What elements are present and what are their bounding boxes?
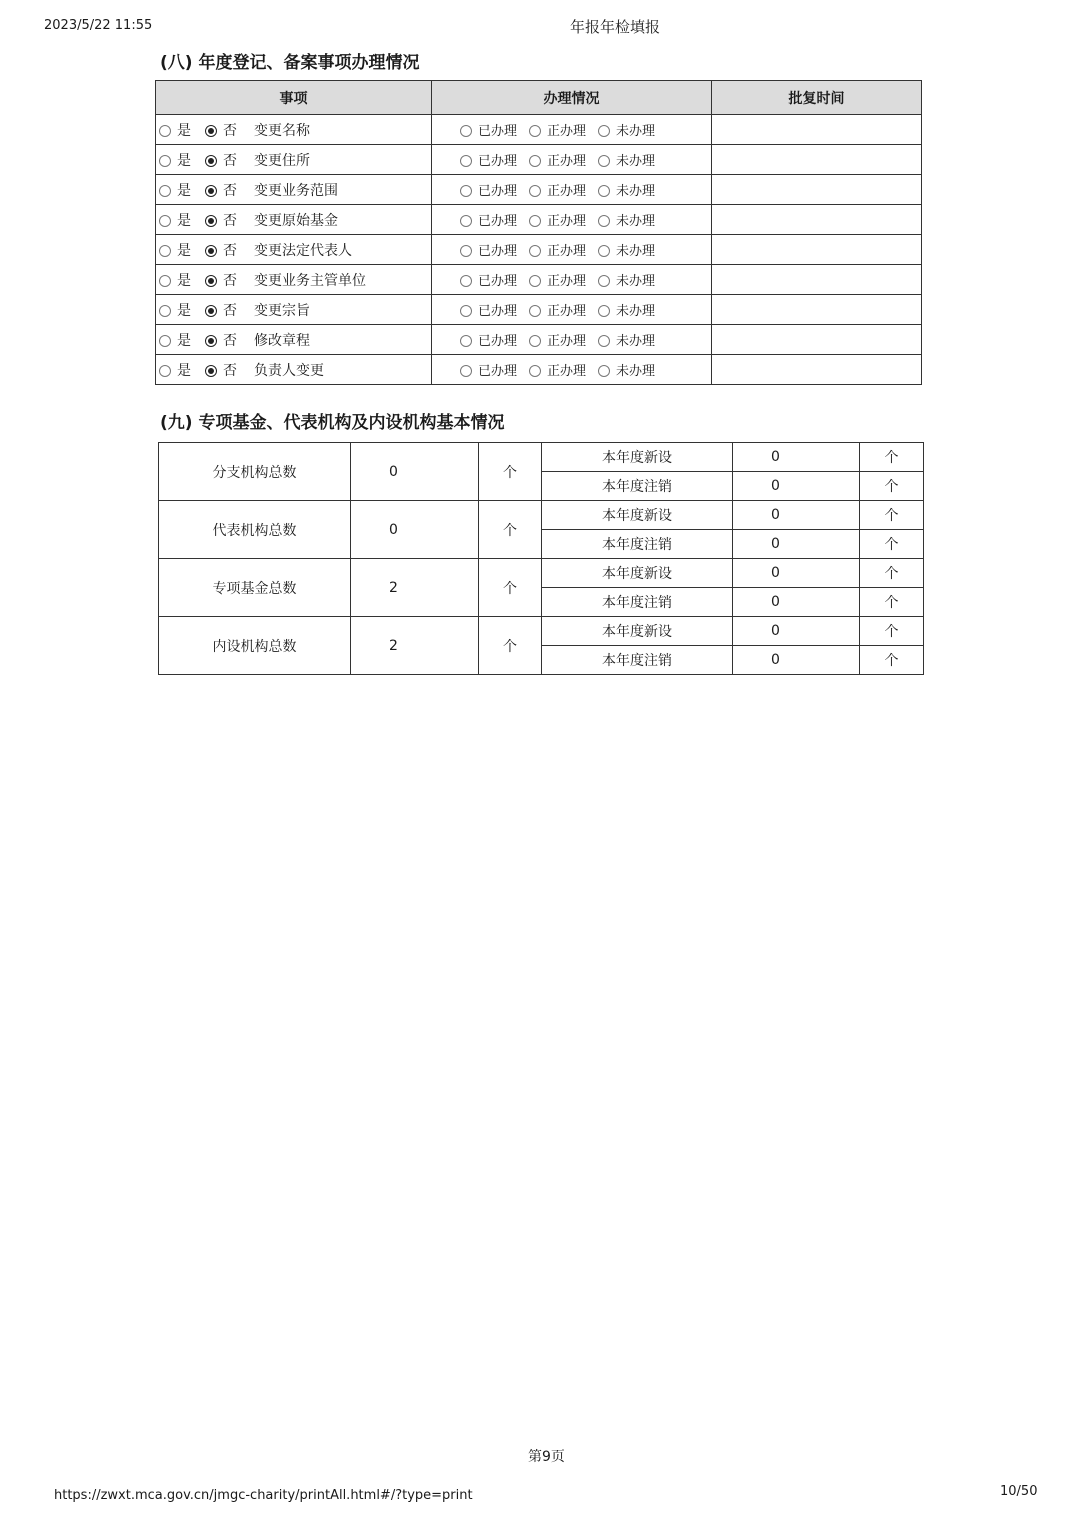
option-no[interactable] bbox=[205, 333, 237, 349]
radio-no[interactable] bbox=[205, 215, 217, 227]
table-row bbox=[156, 175, 922, 205]
table-row bbox=[159, 443, 924, 472]
cancel-unit: 个 bbox=[860, 530, 924, 559]
radio-status[interactable] bbox=[460, 125, 472, 137]
item-name: 负责人变更 bbox=[254, 362, 324, 379]
option-yes-label: 是 bbox=[177, 212, 191, 229]
option-yes-label: 是 bbox=[177, 122, 191, 139]
group-label: 内设机构总数 bbox=[159, 617, 351, 675]
page-title: 年报年检填报 bbox=[570, 18, 661, 36]
status-option[interactable] bbox=[598, 124, 655, 139]
new-count: 0 bbox=[733, 501, 860, 530]
status-option[interactable] bbox=[529, 244, 586, 259]
item-cell bbox=[156, 355, 432, 385]
table-row bbox=[159, 617, 924, 646]
status-option-label: 未办理 bbox=[616, 184, 656, 199]
cancel-unit: 个 bbox=[860, 472, 924, 501]
approval-time-cell bbox=[712, 355, 922, 385]
status-option-label: 已办理 bbox=[478, 184, 518, 199]
radio-no[interactable] bbox=[205, 275, 217, 287]
radio-status[interactable] bbox=[598, 245, 610, 257]
section-9-title: (九) 专项基金、代表机构及内设机构基本情况 bbox=[160, 413, 505, 433]
table-row bbox=[156, 235, 922, 265]
option-yes[interactable] bbox=[159, 213, 191, 229]
institutions-table bbox=[158, 442, 924, 675]
table-row bbox=[156, 295, 922, 325]
status-option-label: 未办理 bbox=[616, 364, 656, 379]
option-yes[interactable] bbox=[159, 153, 191, 169]
column-header-status: 办理情况 bbox=[432, 81, 712, 115]
radio-status[interactable] bbox=[598, 215, 610, 227]
radio-status[interactable] bbox=[529, 125, 541, 137]
cancel-label: 本年度注销 bbox=[542, 530, 733, 559]
status-option[interactable] bbox=[460, 154, 517, 169]
item-name: 修改章程 bbox=[254, 332, 310, 349]
item-name: 变更原始基金 bbox=[254, 212, 338, 229]
status-option-label: 未办理 bbox=[616, 244, 656, 259]
table-row bbox=[159, 559, 924, 588]
option-no-label: 否 bbox=[223, 362, 237, 379]
option-no-label: 否 bbox=[223, 242, 237, 259]
group-label: 代表机构总数 bbox=[159, 501, 351, 559]
item-cell bbox=[156, 235, 432, 265]
radio-status[interactable] bbox=[460, 185, 472, 197]
status-cell bbox=[432, 115, 712, 145]
radio-status[interactable] bbox=[460, 155, 472, 167]
radio-yes[interactable] bbox=[159, 125, 171, 137]
page-count: 10/50 bbox=[1000, 1484, 1038, 1499]
status-option-label: 正办理 bbox=[547, 154, 587, 169]
registration-table bbox=[155, 80, 922, 385]
option-no-label: 否 bbox=[223, 332, 237, 349]
status-cell bbox=[432, 175, 712, 205]
status-option-label: 已办理 bbox=[478, 304, 518, 319]
radio-status[interactable] bbox=[529, 335, 541, 347]
radio-no[interactable] bbox=[205, 305, 217, 317]
radio-no[interactable] bbox=[205, 365, 217, 377]
option-no[interactable] bbox=[205, 273, 237, 289]
status-cell bbox=[432, 145, 712, 175]
radio-yes[interactable] bbox=[159, 155, 171, 167]
item-cell bbox=[156, 295, 432, 325]
status-option-label: 未办理 bbox=[616, 304, 656, 319]
page-url: https://zwxt.mca.gov.cn/jmgc-charity/printAll.html#/?type=print bbox=[54, 1488, 473, 1503]
radio-yes[interactable] bbox=[159, 365, 171, 377]
status-cell bbox=[432, 205, 712, 235]
item-name: 变更宗旨 bbox=[254, 302, 310, 319]
option-no-label: 否 bbox=[223, 302, 237, 319]
item-cell bbox=[156, 325, 432, 355]
new-label: 本年度新设 bbox=[542, 501, 733, 530]
item-cell bbox=[156, 115, 432, 145]
table-row bbox=[156, 325, 922, 355]
status-option-label: 正办理 bbox=[547, 274, 587, 289]
radio-status[interactable] bbox=[460, 365, 472, 377]
status-option[interactable] bbox=[598, 364, 655, 379]
radio-status[interactable] bbox=[598, 305, 610, 317]
status-option[interactable] bbox=[529, 334, 586, 349]
status-option[interactable] bbox=[529, 214, 586, 229]
cancel-label: 本年度注销 bbox=[542, 588, 733, 617]
option-yes[interactable] bbox=[159, 363, 191, 379]
status-cell bbox=[432, 295, 712, 325]
radio-yes[interactable] bbox=[159, 185, 171, 197]
status-option-label: 已办理 bbox=[478, 244, 518, 259]
option-no[interactable] bbox=[205, 123, 237, 139]
status-option-label: 已办理 bbox=[478, 364, 518, 379]
new-unit: 个 bbox=[860, 559, 924, 588]
status-option[interactable] bbox=[529, 184, 586, 199]
option-yes-label: 是 bbox=[177, 332, 191, 349]
group-total: 0 bbox=[351, 443, 479, 501]
status-option[interactable] bbox=[529, 274, 586, 289]
item-name: 变更法定代表人 bbox=[254, 242, 352, 259]
radio-status[interactable] bbox=[598, 365, 610, 377]
option-yes[interactable] bbox=[159, 123, 191, 139]
item-name: 变更业务范围 bbox=[254, 182, 338, 199]
status-option[interactable] bbox=[460, 184, 517, 199]
option-yes-label: 是 bbox=[177, 272, 191, 289]
item-name: 变更住所 bbox=[254, 152, 310, 169]
option-no[interactable] bbox=[205, 243, 237, 259]
new-unit: 个 bbox=[860, 501, 924, 530]
radio-status[interactable] bbox=[460, 245, 472, 257]
radio-status[interactable] bbox=[529, 275, 541, 287]
group-label: 分支机构总数 bbox=[159, 443, 351, 501]
radio-yes[interactable] bbox=[159, 215, 171, 227]
status-option[interactable] bbox=[598, 274, 655, 289]
radio-no[interactable] bbox=[205, 155, 217, 167]
radio-no[interactable] bbox=[205, 245, 217, 257]
item-cell bbox=[156, 205, 432, 235]
item-name: 变更名称 bbox=[254, 122, 310, 139]
option-no-label: 否 bbox=[223, 182, 237, 199]
status-option[interactable] bbox=[460, 364, 517, 379]
table-row bbox=[156, 265, 922, 295]
approval-time-cell bbox=[712, 295, 922, 325]
status-option[interactable] bbox=[598, 154, 655, 169]
radio-status[interactable] bbox=[460, 275, 472, 287]
new-count: 0 bbox=[733, 617, 860, 646]
radio-no[interactable] bbox=[205, 125, 217, 137]
status-option-label: 正办理 bbox=[547, 184, 587, 199]
cancel-label: 本年度注销 bbox=[542, 472, 733, 501]
status-option-label: 未办理 bbox=[616, 214, 656, 229]
radio-status[interactable] bbox=[529, 155, 541, 167]
option-no[interactable] bbox=[205, 363, 237, 379]
table-row bbox=[156, 355, 922, 385]
radio-status[interactable] bbox=[529, 305, 541, 317]
status-option-label: 未办理 bbox=[616, 124, 656, 139]
radio-yes[interactable] bbox=[159, 245, 171, 257]
item-cell bbox=[156, 175, 432, 205]
item-name: 变更业务主管单位 bbox=[254, 272, 366, 289]
approval-time-cell bbox=[712, 265, 922, 295]
radio-status[interactable] bbox=[460, 215, 472, 227]
item-cell bbox=[156, 145, 432, 175]
new-label: 本年度新设 bbox=[542, 443, 733, 472]
radio-status[interactable] bbox=[529, 185, 541, 197]
radio-status[interactable] bbox=[598, 185, 610, 197]
option-yes-label: 是 bbox=[177, 302, 191, 319]
radio-yes[interactable] bbox=[159, 305, 171, 317]
radio-status[interactable] bbox=[598, 155, 610, 167]
option-no-label: 否 bbox=[223, 212, 237, 229]
option-yes[interactable] bbox=[159, 243, 191, 259]
table-row bbox=[156, 115, 922, 145]
status-cell bbox=[432, 265, 712, 295]
status-option-label: 正办理 bbox=[547, 304, 587, 319]
radio-status[interactable] bbox=[598, 125, 610, 137]
new-count: 0 bbox=[733, 443, 860, 472]
cancel-count: 0 bbox=[733, 588, 860, 617]
status-option[interactable] bbox=[460, 274, 517, 289]
group-unit: 个 bbox=[479, 443, 542, 501]
option-yes-label: 是 bbox=[177, 152, 191, 169]
radio-no[interactable] bbox=[205, 335, 217, 347]
approval-time-cell bbox=[712, 145, 922, 175]
new-label: 本年度新设 bbox=[542, 617, 733, 646]
radio-status[interactable] bbox=[460, 305, 472, 317]
status-option[interactable] bbox=[529, 124, 586, 139]
cancel-count: 0 bbox=[733, 530, 860, 559]
approval-time-cell bbox=[712, 325, 922, 355]
table-row bbox=[156, 145, 922, 175]
option-no-label: 否 bbox=[223, 122, 237, 139]
radio-status[interactable] bbox=[598, 275, 610, 287]
option-no-label: 否 bbox=[223, 272, 237, 289]
new-label: 本年度新设 bbox=[542, 559, 733, 588]
status-option[interactable] bbox=[598, 214, 655, 229]
status-option[interactable] bbox=[598, 184, 655, 199]
option-yes-label: 是 bbox=[177, 242, 191, 259]
status-option-label: 已办理 bbox=[478, 334, 518, 349]
status-cell bbox=[432, 325, 712, 355]
group-unit: 个 bbox=[479, 617, 542, 675]
approval-time-cell bbox=[712, 175, 922, 205]
cancel-label: 本年度注销 bbox=[542, 646, 733, 675]
option-yes[interactable] bbox=[159, 333, 191, 349]
group-unit: 个 bbox=[479, 501, 542, 559]
group-total: 2 bbox=[351, 617, 479, 675]
option-yes[interactable] bbox=[159, 273, 191, 289]
option-yes-label: 是 bbox=[177, 182, 191, 199]
radio-yes[interactable] bbox=[159, 275, 171, 287]
status-option-label: 未办理 bbox=[616, 274, 656, 289]
status-option-label: 已办理 bbox=[478, 274, 518, 289]
option-yes[interactable] bbox=[159, 303, 191, 319]
column-header-item: 事项 bbox=[156, 81, 432, 115]
page-number: 第9页 bbox=[528, 1449, 565, 1465]
status-option-label: 正办理 bbox=[547, 214, 587, 229]
status-option[interactable] bbox=[529, 154, 586, 169]
group-label: 专项基金总数 bbox=[159, 559, 351, 617]
status-option-label: 已办理 bbox=[478, 154, 518, 169]
status-option[interactable] bbox=[460, 214, 517, 229]
radio-status[interactable] bbox=[529, 215, 541, 227]
cancel-unit: 个 bbox=[860, 646, 924, 675]
status-option[interactable] bbox=[598, 244, 655, 259]
status-option[interactable] bbox=[529, 304, 586, 319]
status-option-label: 正办理 bbox=[547, 334, 587, 349]
radio-status[interactable] bbox=[529, 365, 541, 377]
status-option[interactable] bbox=[460, 124, 517, 139]
cancel-count: 0 bbox=[733, 472, 860, 501]
status-option-label: 正办理 bbox=[547, 244, 587, 259]
cancel-count: 0 bbox=[733, 646, 860, 675]
approval-time-cell bbox=[712, 205, 922, 235]
table-row bbox=[159, 501, 924, 530]
status-option[interactable] bbox=[460, 334, 517, 349]
status-option[interactable] bbox=[460, 244, 517, 259]
status-cell bbox=[432, 235, 712, 265]
group-unit: 个 bbox=[479, 559, 542, 617]
print-datetime: 2023/5/22 11:55 bbox=[44, 18, 153, 33]
approval-time-cell bbox=[712, 115, 922, 145]
cancel-unit: 个 bbox=[860, 588, 924, 617]
new-unit: 个 bbox=[860, 617, 924, 646]
option-no[interactable] bbox=[205, 213, 237, 229]
group-total: 0 bbox=[351, 501, 479, 559]
radio-status[interactable] bbox=[529, 245, 541, 257]
status-option-label: 未办理 bbox=[616, 334, 656, 349]
option-no-label: 否 bbox=[223, 152, 237, 169]
radio-yes[interactable] bbox=[159, 335, 171, 347]
table-row bbox=[156, 205, 922, 235]
radio-status[interactable] bbox=[598, 335, 610, 347]
status-option[interactable] bbox=[598, 334, 655, 349]
group-total: 2 bbox=[351, 559, 479, 617]
radio-no[interactable] bbox=[205, 185, 217, 197]
option-no[interactable] bbox=[205, 303, 237, 319]
option-no[interactable] bbox=[205, 153, 237, 169]
status-option[interactable] bbox=[529, 364, 586, 379]
status-option-label: 已办理 bbox=[478, 124, 518, 139]
status-option-label: 未办理 bbox=[616, 154, 656, 169]
table-header-row bbox=[156, 81, 922, 115]
status-cell bbox=[432, 355, 712, 385]
status-option-label: 正办理 bbox=[547, 124, 587, 139]
option-yes-label: 是 bbox=[177, 362, 191, 379]
column-header-approval-time: 批复时间 bbox=[712, 81, 922, 115]
option-no[interactable] bbox=[205, 183, 237, 199]
item-cell bbox=[156, 265, 432, 295]
status-option[interactable] bbox=[598, 304, 655, 319]
approval-time-cell bbox=[712, 235, 922, 265]
radio-status[interactable] bbox=[460, 335, 472, 347]
status-option-label: 正办理 bbox=[547, 364, 587, 379]
new-count: 0 bbox=[733, 559, 860, 588]
option-yes[interactable] bbox=[159, 183, 191, 199]
new-unit: 个 bbox=[860, 443, 924, 472]
section-8-title: (八) 年度登记、备案事项办理情况 bbox=[160, 53, 420, 73]
status-option[interactable] bbox=[460, 304, 517, 319]
status-option-label: 已办理 bbox=[478, 214, 518, 229]
